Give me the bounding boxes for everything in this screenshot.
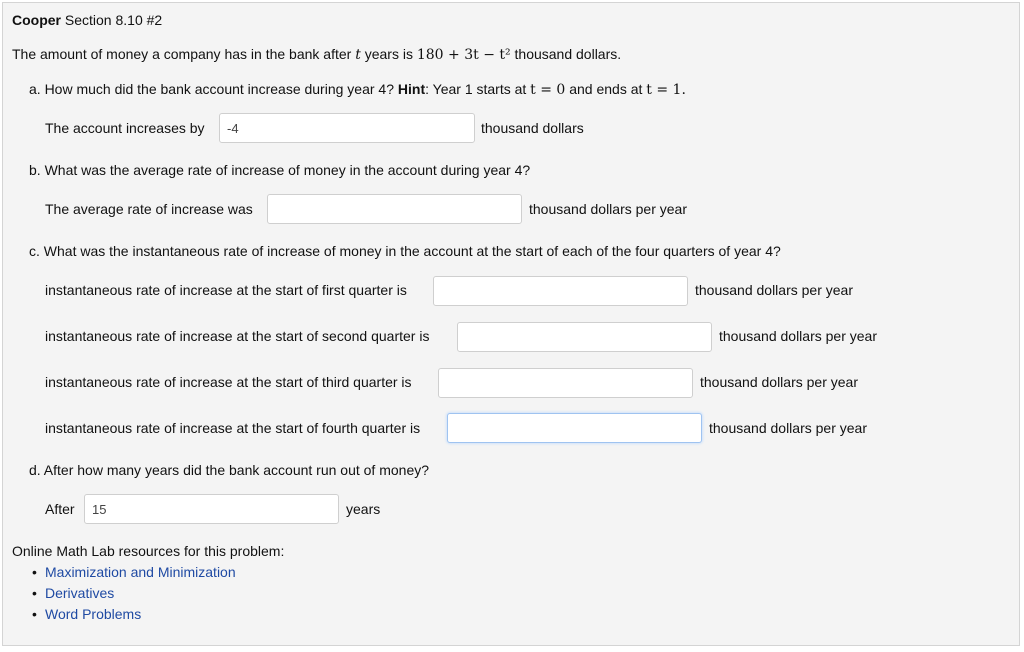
question-c: c. What was the instantaneous rate of increase of money in the account at the start of each of the four quarters of year 4? bbox=[29, 243, 781, 259]
answer-c4-label: instantaneous rate of increase at the start of fourth quarter is bbox=[45, 420, 421, 436]
resource-link-derivatives[interactable]: Derivatives bbox=[45, 585, 115, 601]
hint-label: Hint bbox=[397, 81, 426, 97]
answer-c4-unit: thousand dollars per year bbox=[709, 420, 867, 436]
problem-panel bbox=[2, 2, 1020, 646]
variable-t: t bbox=[355, 47, 361, 63]
hint-text: : Year 1 starts at bbox=[425, 81, 527, 97]
answer-c4-input[interactable] bbox=[447, 413, 702, 443]
answer-c2-input[interactable] bbox=[457, 322, 712, 352]
money-expression: 180 + 3t − t² bbox=[416, 47, 511, 63]
answer-b-unit: thousand dollars per year bbox=[529, 201, 687, 217]
answer-c1-unit: thousand dollars per year bbox=[695, 282, 853, 298]
answer-a-input[interactable] bbox=[219, 113, 475, 143]
answer-c3-label: instantaneous rate of increase at the start of third quarter is bbox=[45, 374, 412, 390]
answer-b-label: The average rate of increase was bbox=[45, 201, 253, 217]
hint-mid-text: and ends at bbox=[569, 81, 643, 97]
answer-d-label: After bbox=[45, 501, 75, 517]
answer-a-label: The account increases by bbox=[45, 120, 205, 136]
answer-d-input[interactable] bbox=[84, 494, 339, 524]
resources-heading: Online Math Lab resources for this problem: bbox=[12, 543, 285, 559]
resource-link-word-problems[interactable]: Word Problems bbox=[45, 606, 142, 622]
answer-b-input[interactable] bbox=[267, 194, 522, 224]
title-author: Cooper bbox=[12, 12, 61, 28]
statement-text-end: thousand dollars. bbox=[514, 46, 622, 62]
answer-c3-unit: thousand dollars per year bbox=[700, 374, 858, 390]
bullet-icon: • bbox=[32, 564, 37, 580]
resource-link-maximization[interactable]: Maximization and Minimization bbox=[45, 564, 236, 580]
statement-text: The amount of money a company has in the bank after bbox=[12, 46, 352, 62]
bullet-icon: • bbox=[32, 585, 37, 601]
question-d: d. After how many years did the bank account run out of money? bbox=[29, 462, 430, 478]
statement-text-mid: years is bbox=[364, 46, 413, 62]
answer-d-unit: years bbox=[346, 501, 381, 517]
title-section: Section 8.10 #2 bbox=[64, 12, 163, 28]
hint-end-math: t = 1. bbox=[646, 82, 686, 98]
hint-start-math: t = 0 bbox=[530, 82, 566, 98]
answer-c1-label: instantaneous rate of increase at the start of first quarter is bbox=[45, 282, 407, 298]
answer-c2-label: instantaneous rate of increase at the start of second quarter is bbox=[45, 328, 430, 344]
question-a bbox=[29, 81, 686, 98]
question-a-text: a. How much did the bank account increase during year 4? bbox=[29, 81, 394, 97]
bullet-icon: • bbox=[32, 606, 37, 622]
question-b: b. What was the average rate of increase of money in the account during year 4? bbox=[29, 162, 531, 178]
problem-statement bbox=[12, 46, 621, 63]
answer-c1-input[interactable] bbox=[433, 276, 688, 306]
answer-c2-unit: thousand dollars per year bbox=[719, 328, 877, 344]
answer-c3-input[interactable] bbox=[438, 368, 693, 398]
problem-title bbox=[12, 12, 162, 28]
answer-a-unit: thousand dollars bbox=[481, 120, 584, 136]
